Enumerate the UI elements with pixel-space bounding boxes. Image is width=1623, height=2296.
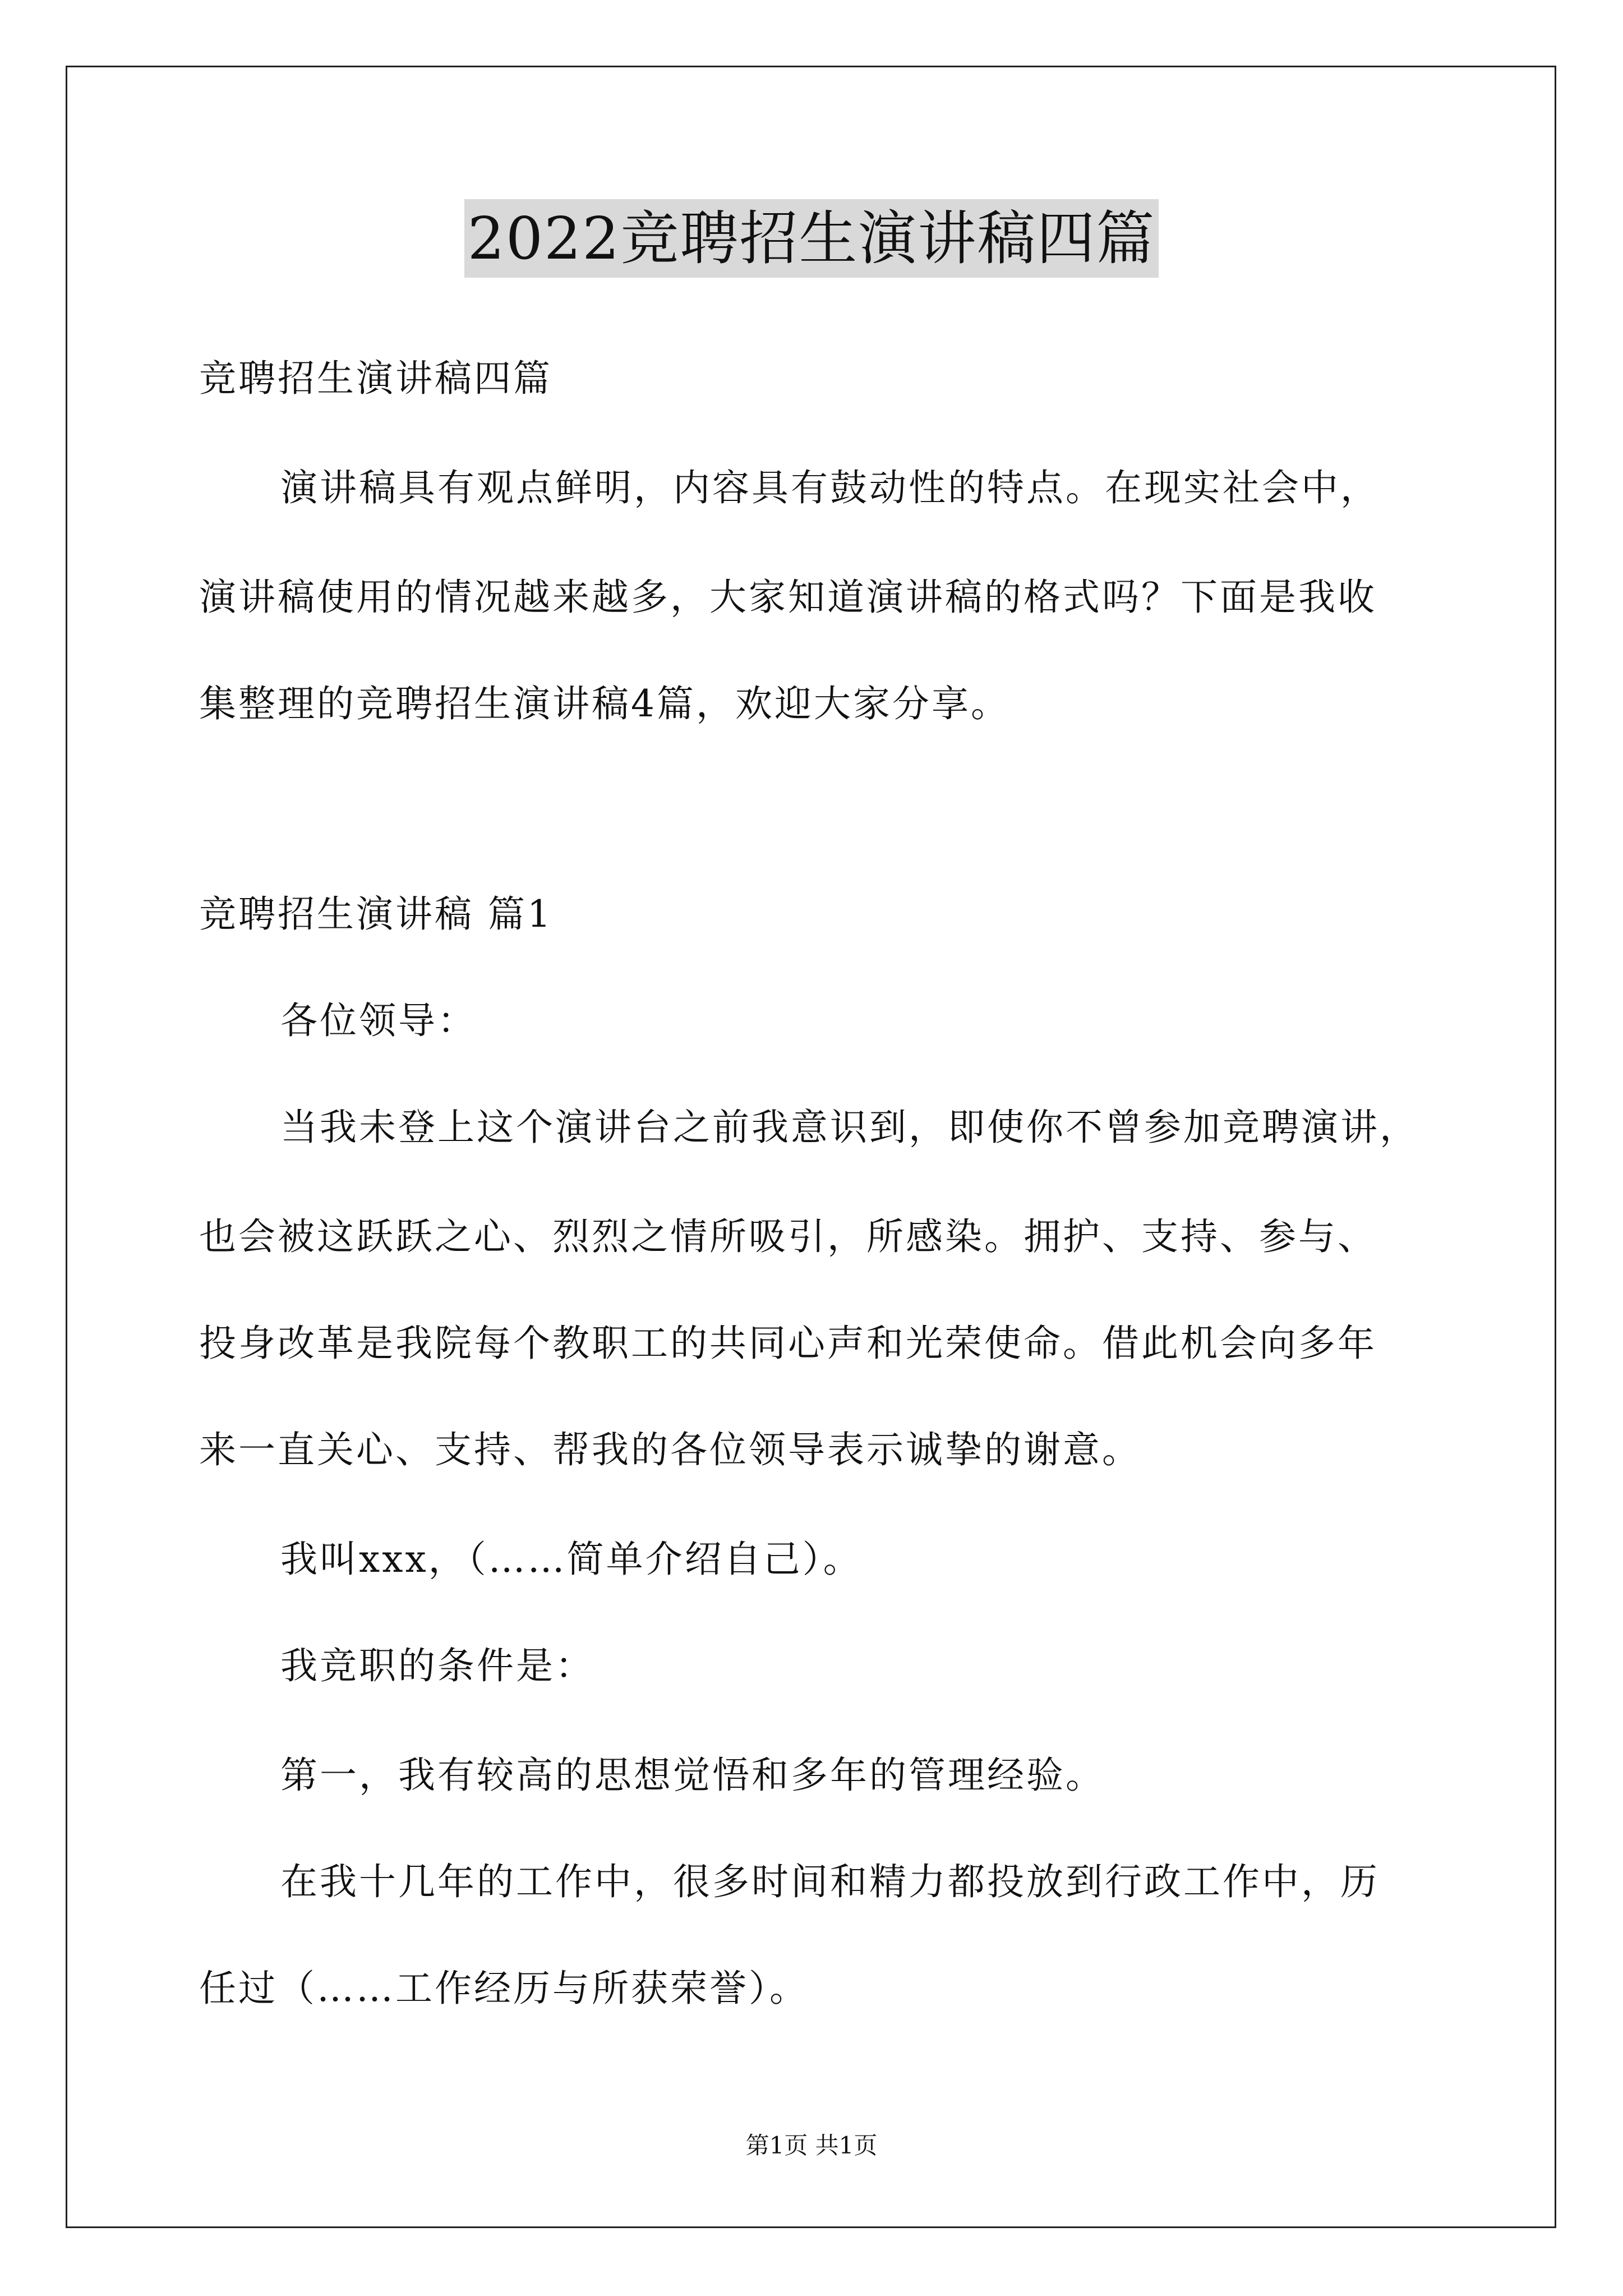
document-title: 2022竞聘招生演讲稿四篇 (464, 199, 1159, 278)
paragraph-line: 演讲稿具有观点鲜明，内容具有鼓动性的特点。在现实社会中， (280, 466, 1380, 509)
title-container (0, 199, 1623, 278)
paragraph-line: 当我未登上这个演讲台之前我意识到，即使你不曾参加竞聘演讲， (280, 1106, 1419, 1149)
paragraph-line: 投身改革是我院每个教职工的共同心声和光荣使命。借此机会向多年 (199, 1322, 1377, 1365)
paragraph-line: 我竞职的条件是： (280, 1644, 594, 1687)
paragraph-line: 演讲稿使用的情况越来越多，大家知道演讲稿的格式吗？下面是我收 (199, 576, 1377, 619)
paragraph-line: 集整理的竞聘招生演讲稿4篇，欢迎大家分享。 (199, 682, 1010, 725)
paragraph-line: 在我十几年的工作中，很多时间和精力都投放到行政工作中，历 (280, 1860, 1380, 1903)
paragraph-line: 第一，我有较高的思想觉悟和多年的管理经验。 (280, 1754, 1105, 1797)
paragraph-line: 也会被这跃跃之心、烈烈之情所吸引，所感染。拥护、支持、参与、 (199, 1215, 1377, 1258)
page-number: 第1页 共1页 (745, 2132, 878, 2159)
paragraph-line: 各位领导： (280, 999, 477, 1042)
paragraph-line: 任过（……工作经历与所获荣誉）。 (199, 1967, 809, 2010)
section-heading: 竞聘招生演讲稿 篇1 (199, 892, 553, 936)
paragraph-line: 来一直关心、支持、帮我的各位领导表示诚挚的谢意。 (199, 1428, 1141, 1471)
paragraph-line: 我叫xxx，（……简单介绍自己）。 (280, 1538, 863, 1581)
section-heading: 竞聘招生演讲稿四篇 (199, 357, 552, 400)
